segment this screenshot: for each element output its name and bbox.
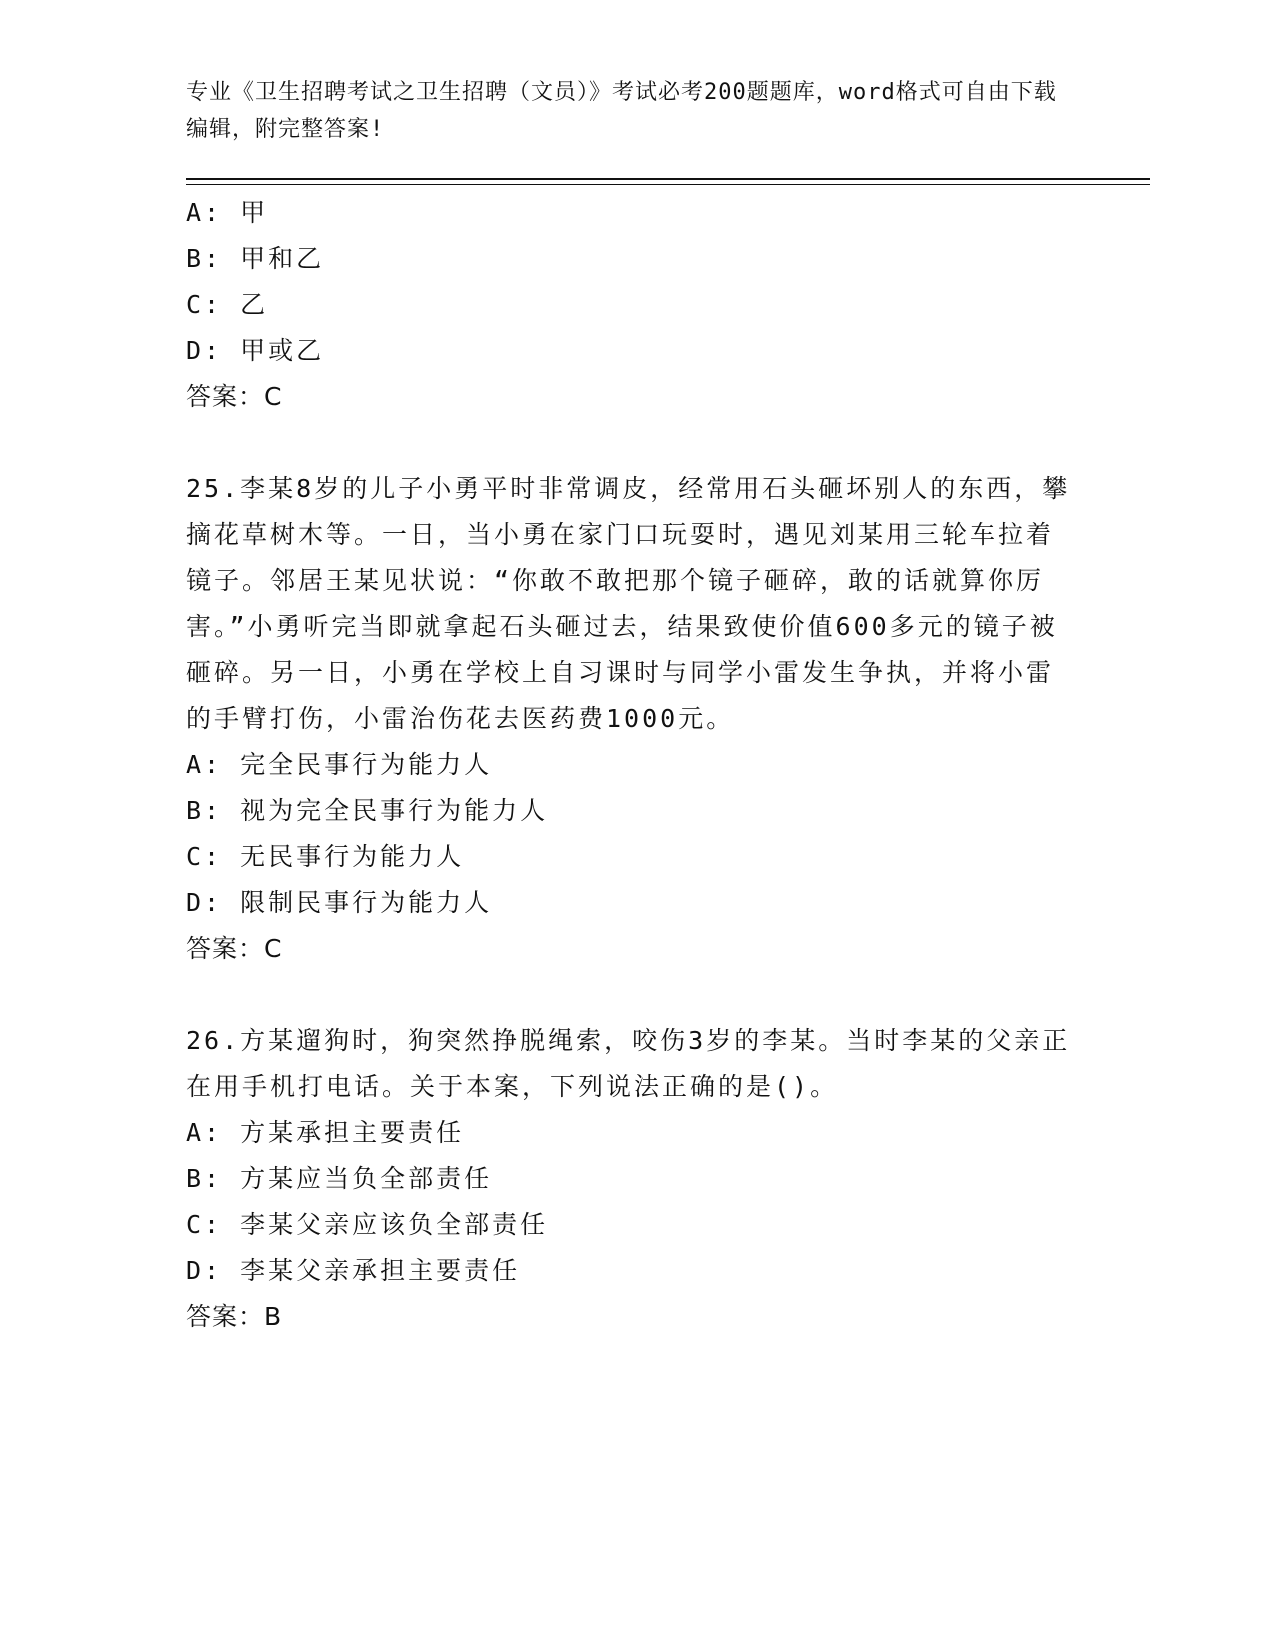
question-block-24 <box>186 190 1086 420</box>
answer-line: 答案：C <box>186 934 283 963</box>
header-rule-thick <box>186 178 1150 180</box>
option-d: D: 李某父亲承担主要责任 <box>186 1256 521 1285</box>
option-d: D: 限制民事行为能力人 <box>186 888 493 917</box>
answer-line: 答案：B <box>186 1302 283 1331</box>
option-d: D: 甲或乙 <box>186 336 325 365</box>
option-a: A: 甲 <box>186 198 269 227</box>
question-stem: 26.方某遛狗时，狗突然挣脱绳索，咬伤3岁的李某。当时李某的父亲正在用手机打电话。关于本案，下列说法正确的是()。 <box>186 1026 1071 1101</box>
option-c: C: 乙 <box>186 290 269 319</box>
answer-line: 答案：C <box>186 382 283 411</box>
option-a: A: 方某承担主要责任 <box>186 1118 465 1147</box>
option-b: B: 方某应当负全部责任 <box>186 1164 493 1193</box>
question-stem: 25.李某8岁的儿子小勇平时非常调皮，经常用石头砸坏别人的东西，攀摘花草树木等。一日，当小勇在家门口玩耍时，遇见刘某用三轮车拉着镜子。邻居王某见状说：“你敢不敢把那个镜子砸碎，敢的话就算你厉害。”小勇听完当即就拿起石头砸过去，结果致使价值600多元的镜子被砸碎。另一日，小勇在学校上自习课时与同学小雷发生争执，并将小雷的手臂打伤，小雷治伤花去医药费1000元。 <box>186 474 1071 733</box>
question-block-25 <box>186 466 1086 972</box>
question-block-26 <box>186 1018 1086 1340</box>
option-c: C: 李某父亲应该负全部责任 <box>186 1210 549 1239</box>
option-b: B: 甲和乙 <box>186 244 325 273</box>
option-a: A: 完全民事行为能力人 <box>186 750 493 779</box>
spacer <box>186 420 1086 466</box>
option-c: C: 无民事行为能力人 <box>186 842 465 871</box>
spacer <box>186 972 1086 1018</box>
header-rule-thin <box>186 184 1150 185</box>
option-b: B: 视为完全民事行为能力人 <box>186 796 549 825</box>
question-list <box>186 190 1086 1340</box>
document-header: 专业《卫生招聘考试之卫生招聘（文员）》考试必考200题题库，word格式可自由下载编辑，附完整答案! <box>186 80 1057 142</box>
